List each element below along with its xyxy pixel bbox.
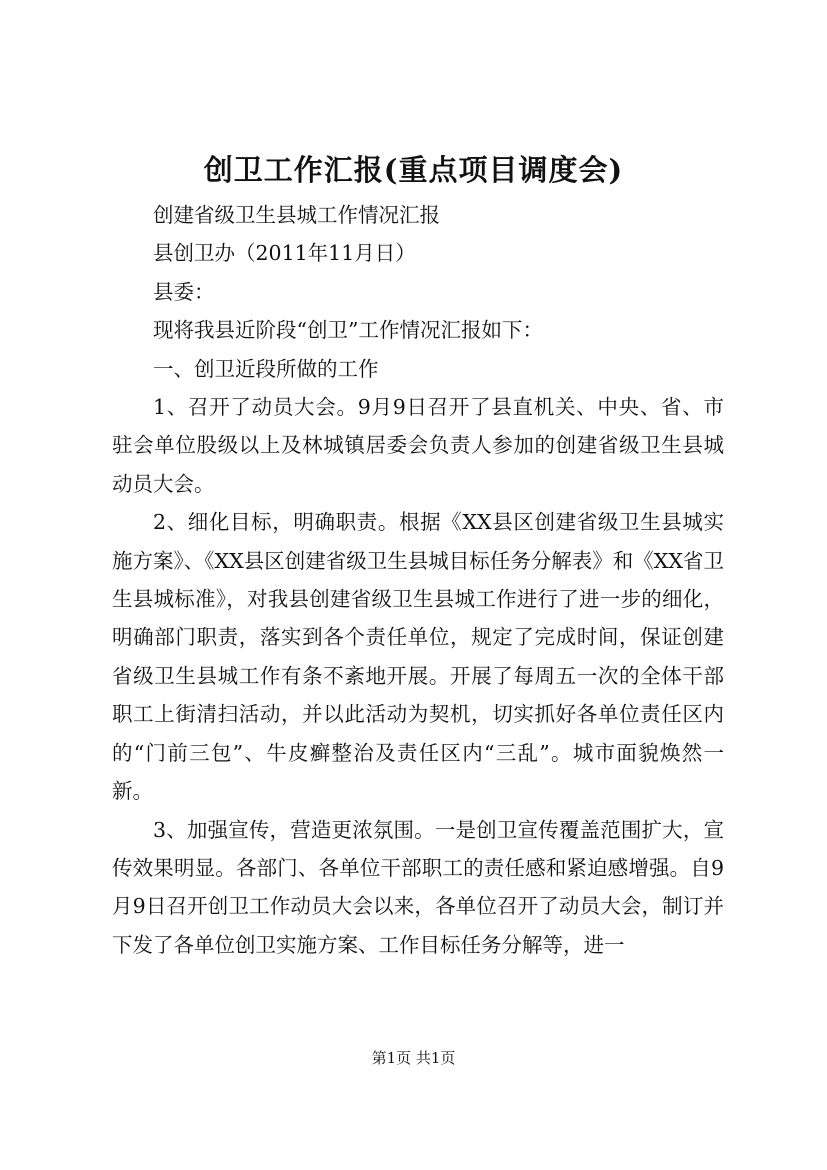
paragraph-item-2: 2、细化目标，明确职责。根据《XX县区创建省级卫生县城实施方案》、《XX县区创建省级卫生县城目标任务分解表》和《XX省卫生县城标准》，对我县创建省级卫生县城工作进行了进一步的细化，明确部门职责，落实到各个责任单位，规定了完成时间，保证创建省级卫生县城工作有条不紊地开展。开展了每周五一次的全体干部职工上街清扫活动，并以此活动为契机，切实抓好各单位责任区内的“门前三包”、牛皮癣整治及责任区内“三乱”。城市面貌焕然一新。 <box>112 510 724 804</box>
paragraph-section-heading: 一、创卫近段所做的工作 <box>153 356 379 381</box>
paragraph-item-3: 3、加强宣传，营造更浓氛围。一是创卫宣传覆盖范围扩大，宣传效果明显。各部门、各单位干部职工的责任感和紧迫感增强。自9月9日召开创卫工作动员大会以来，各单位召开了动员大会，制订并下发了各单位创卫实施方案、工作目标任务分解等，进一 <box>112 817 724 957</box>
paragraph-issuer: 县创卫办（2011年11月日） <box>153 241 416 266</box>
document-title: 创卫工作汇报(重点项目调度会) <box>203 153 624 187</box>
paragraph-salutation: 县委： <box>153 279 215 304</box>
paragraph-intro: 现将我县近阶段“创卫”工作情况汇报如下： <box>153 318 543 343</box>
paragraph-item-1: 1、召开了动员大会。9月9日召开了县直机关、中央、省、市驻会单位股级以上及林城镇居委会负责人参加的创建省级卫生县城动员大会。 <box>112 395 724 496</box>
paragraph-subtitle: 创建省级卫生县城工作情况汇报 <box>153 203 440 227</box>
document-body <box>112 196 724 964</box>
page-footer: 第1页 共1页 <box>371 1049 456 1067</box>
